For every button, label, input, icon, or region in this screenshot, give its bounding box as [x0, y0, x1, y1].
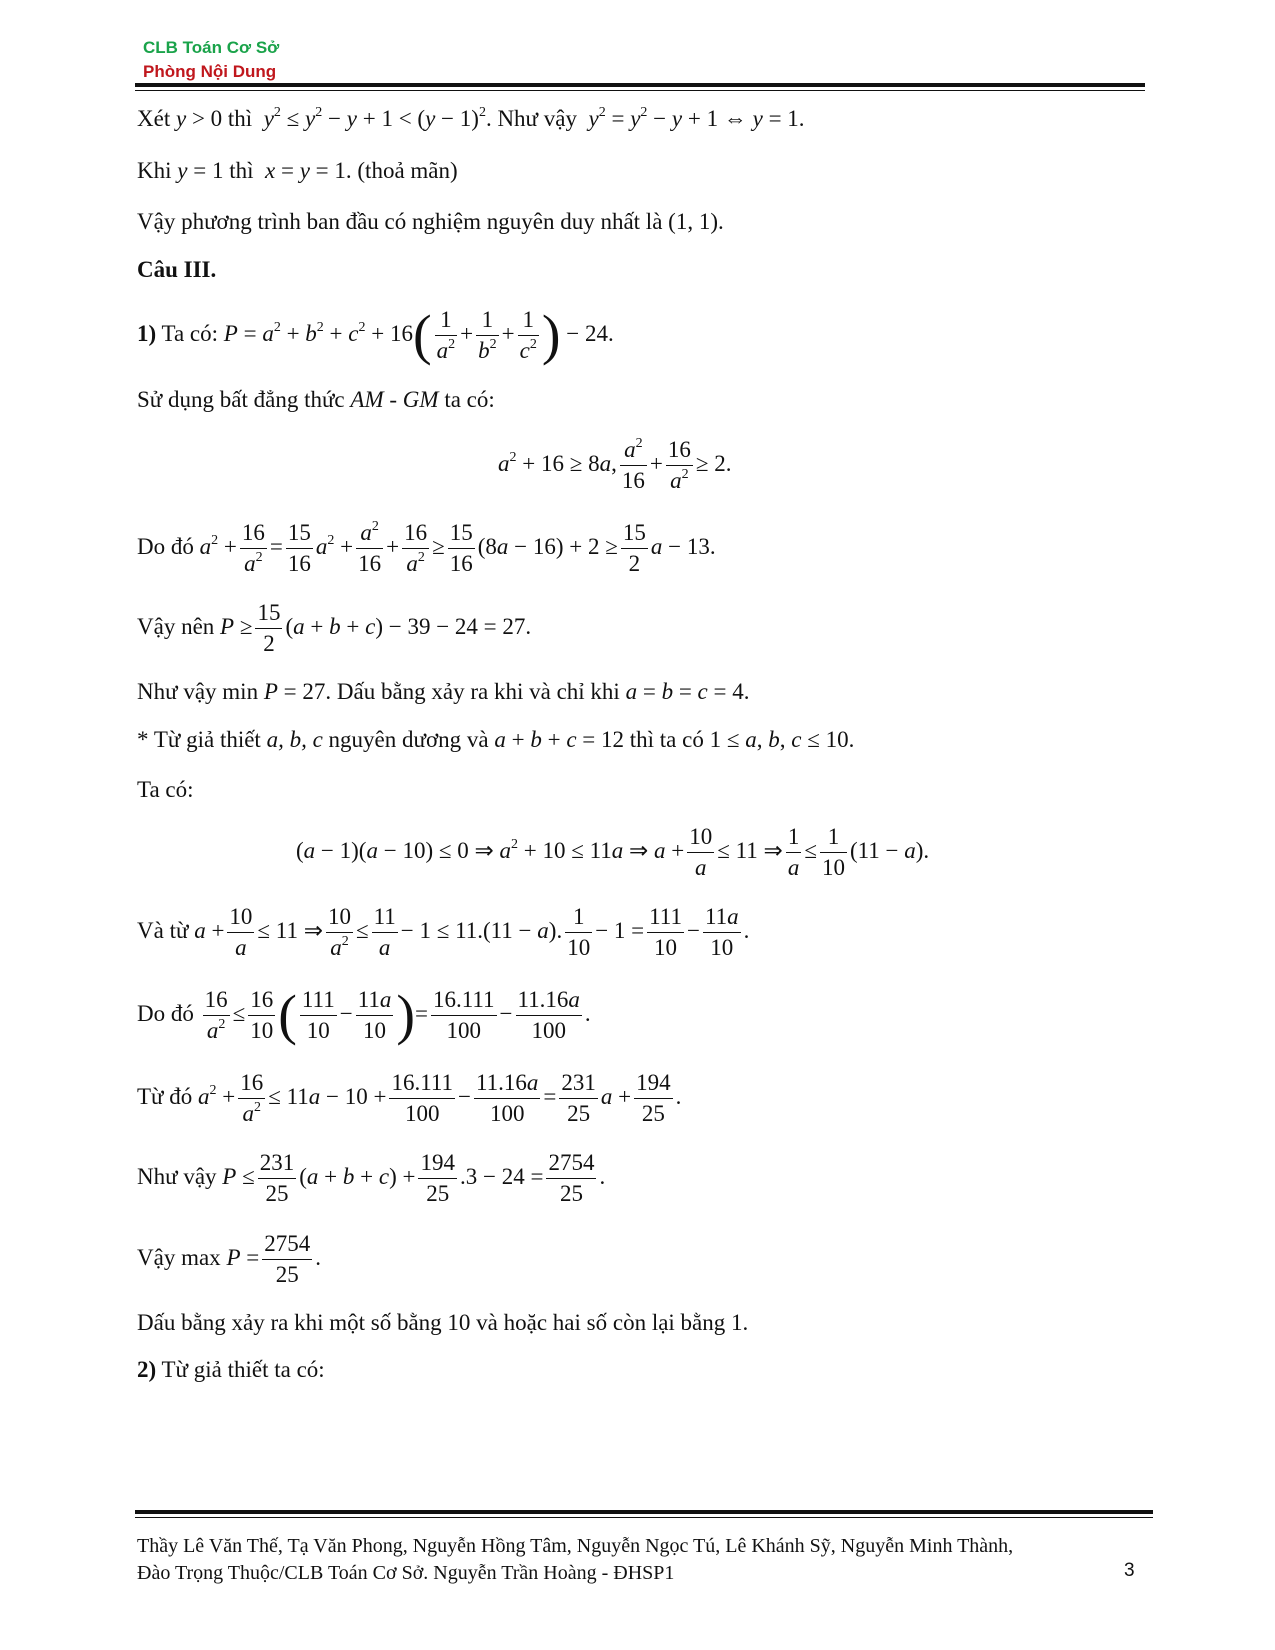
header-department: Phòng Nội Dung	[143, 62, 277, 81]
text-line: Ta có:	[137, 777, 194, 802]
text-line: * Từ giả thiết a, b, c nguyên dương và a + b + c = 12 thì ta có 1 ≤ a, b, c ≤ 10.	[137, 727, 855, 752]
math-line: Do đó $\frac{16}{a^2}$ ≤ $\frac{16}{10}$ ( $\frac{111}{10}$ − $\frac{11a}{10}$ )= $\frac{16.111}{100}$ − $\frac{11.16a}{100}$ .	[137, 984, 591, 1047]
math-line: Vậy nên P ≥ $\frac{15}{2}$ (a + b + c) − 39 − 24 = 27.	[137, 600, 532, 656]
text-line: Như vậy min P = 27. Dấu bằng xảy ra khi và chỉ khi a = b = c = 4.	[137, 679, 750, 704]
text-line: 2) Từ giả thiết ta có:	[137, 1357, 325, 1382]
math-line: $a^2 + 16 \ge 8a$, $\frac{a^2}{16}$ + $\frac{16}{a^2}$ ≥ 2.	[498, 436, 732, 493]
math-line: 1) Ta có: $P = a^2 + b^2 + c^2 + 16$( $\frac{1}{a^2}$ + $\frac{1}{b^2}$ + $\frac{1}{c^2}$ ) − 24.	[137, 304, 614, 367]
header-club: CLB Toán Cơ Sở	[143, 38, 280, 57]
math-line: Như vậy P ≤ $\frac{231}{25}$ (a + b + c) + $\frac{194}{25}$ .3 − 24 = $\frac{2754}{25}$ .	[137, 1150, 606, 1206]
text-line: Khi y = 1 thì x = y = 1. (thoả mãn)	[137, 158, 458, 183]
footer-authors: Thầy Lê Văn Thế, Tạ Văn Phong, Nguyễn Hồng Tâm, Nguyễn Ngọc Tú, Lê Khánh Sỹ, Nguyễn Minh Thành,	[137, 1535, 1014, 1557]
section-heading: Câu III.	[137, 257, 217, 282]
text-line: Xét y > 0 thì $y^2 \le y^2 - y + 1 < (y - 1)^2$. Như vậy $y^2 = y^2 - y + 1$ ⇔ y = 1.	[137, 105, 805, 131]
math-line: Và từ a + $\frac{10}{a}$ ≤ 11 ⇒ $\frac{10}{a^2}$ ≤ $\frac{11}{a}$ − 1 ≤ 11.(11 − a). $\frac{1}{10}$ − 1 = $\frac{111}{10}$ − $\frac{11a}{10}$ .	[137, 904, 750, 960]
footer-rule	[135, 1510, 1153, 1518]
text-line: Dấu bằng xảy ra khi một số bằng 10 và hoặc hai số còn lại bằng 1.	[137, 1310, 749, 1335]
math-line: Từ đó $a^2$ + $\frac{16}{a^2}$ ≤ 11a − 10 + $\frac{16.111}{100}$ − $\frac{11.16a}{100}$ = $\frac{231}{25}$ a + $\frac{194}{25}$ .	[137, 1070, 682, 1126]
header-rule	[135, 83, 1145, 91]
footer-authors-2: Đào Trọng Thuộc/CLB Toán Cơ Sở. Nguyễn Trần Hoàng - ĐHSP1	[137, 1562, 675, 1584]
text-line: Vậy phương trình ban đầu có nghiệm nguyên duy nhất là (1, 1).	[137, 209, 724, 234]
math-line: Do đó $a^2$ + $\frac{16}{a^2}$ = $\frac{15}{16}$ $a^2$ + $\frac{a^2}{16}$ + $\frac{16}{a^2}$ ≥ $\frac{15}{16}$ (8a − 16) + 2 ≥ $\frac{15}{2}$ a − 13.	[137, 519, 716, 576]
page-number: 3	[1124, 1560, 1135, 1581]
text-line: Sử dụng bất đẳng thức AM - GM ta có:	[137, 387, 495, 412]
math-line: (a − 1)(a − 10) ≤ 0 ⇒ $a^2 + 10 \le 11a$ ⇒ a + $\frac{10}{a}$ ≤ 11 ⇒ $\frac{1}{a}$ ≤ $\frac{1}{10}$ (11 − a).	[296, 824, 930, 880]
math-line: Vậy max P = $\frac{2754}{25}$ .	[137, 1231, 321, 1287]
